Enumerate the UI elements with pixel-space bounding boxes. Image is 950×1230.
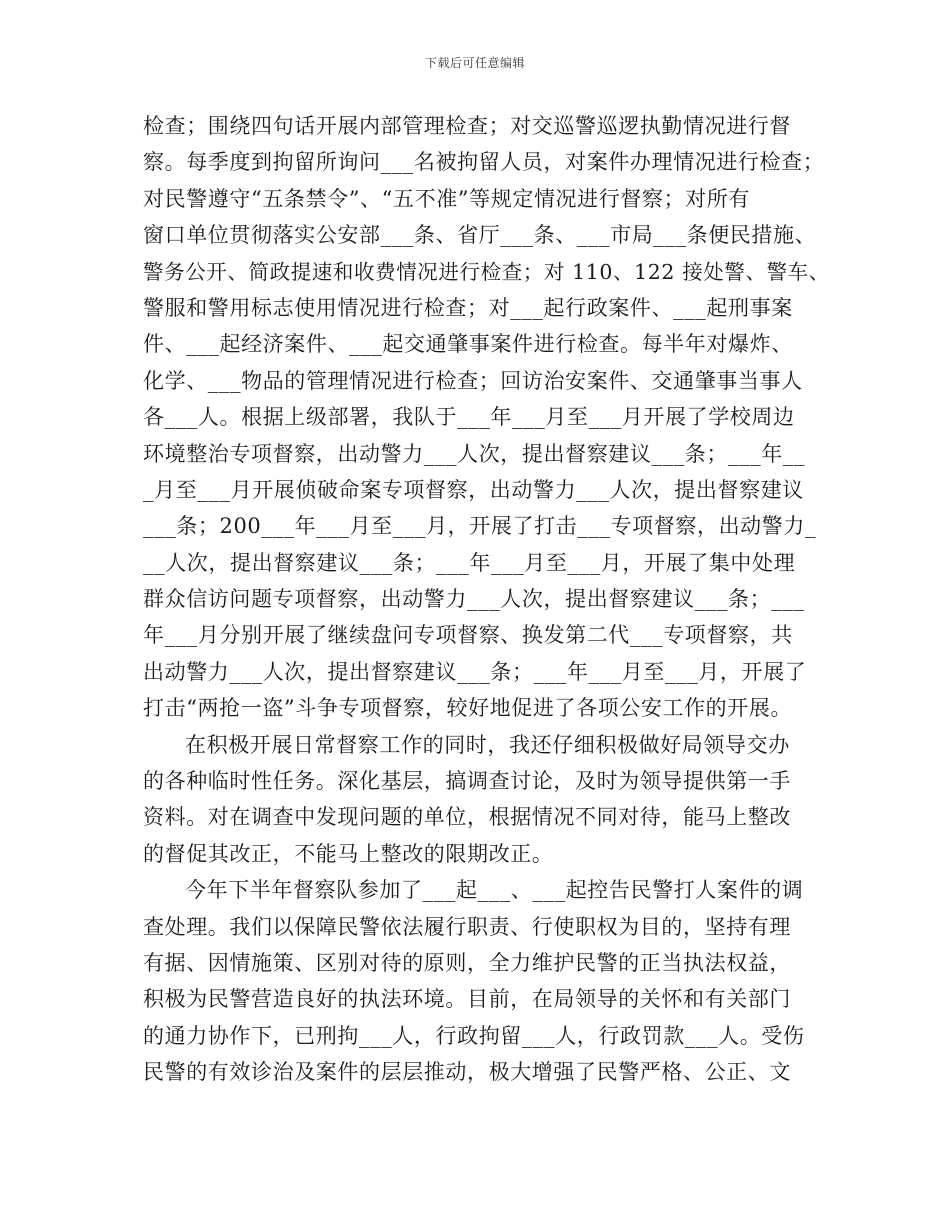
paragraph-3	[143, 872, 823, 1090]
text-line: 在积极开展日常督察工作的同时，我还仔细积极做好局领导交办	[185, 732, 790, 757]
text-line: 民警的有效诊治及案件的层层推动，极大增强了民警严格、公正、文	[143, 1060, 791, 1085]
text-line: 出动警力___人次，提出督察建议___条；___年___月至___月，开展了	[143, 659, 807, 684]
text-line: _月至___月开展侦破命案专项督察，出动警力___人次，提出督察建议	[143, 477, 804, 502]
text-line: 今年下半年督察队参加了___起___、___起控告民警打人案件的调	[185, 878, 804, 903]
text-line: ___条；200___年___月至___月，开展了打击___专项督察，出动警力_	[143, 514, 817, 539]
text-line: 的各种临时性任务。深化基层，搞调查讨论，及时为领导提供第一手	[143, 769, 791, 794]
text-line: 警服和警用标志使用情况进行检查；对___起行政案件、___起刑事案	[143, 295, 793, 320]
text-line: __人次，提出督察建议___条；___年___月至___月，开展了集中处理	[143, 550, 796, 575]
text-line: 化学、___物品的管理情况进行检查；回访治安案件、交通肇事当事人	[143, 368, 803, 393]
text-line: 件、___起经济案件、___起交通肇事案件进行检查。每半年对爆炸、	[143, 332, 793, 357]
document-body	[143, 108, 830, 1091]
text-line: 打击“两抢一盗”斗争专项督察，较好地促进了各项公安工作的开展。	[143, 696, 793, 721]
text-line: 环境整治专项督察，出动警力___人次，提出督察建议___条；___年__	[143, 441, 806, 466]
text-line: 积极为民警营造良好的执法环境。目前，在局领导的关怀和有关部门	[143, 987, 791, 1012]
paragraph-1	[143, 108, 830, 727]
text-line: 窗口单位贯彻落实公安部___条、省厅___条、___市局___条便民措施、	[143, 223, 817, 248]
text-line: 各___人。根据上级部署，我队于___年___月至___月开展了学校周边	[143, 405, 795, 430]
text-line: 对民警遵守“五条禁令”、“五不准”等规定情况进行督察；对所有	[143, 186, 750, 211]
text-line: 查处理。我们以保障民警依法履行职责、行使职权为目的，坚持有理	[143, 914, 791, 939]
text-line: 察。每季度到拘留所询问___名被拘留人员，对案件办理情况进行检查；	[143, 150, 825, 175]
text-line: 的督促其改正，不能马上整改的限期改正。	[143, 841, 554, 866]
text-line: 资料。对在调查中发现问题的单位，根据情况不同对待，能马上整改	[143, 805, 791, 830]
text-line: 警务公开、简政提速和收费情况进行检查；对 110、122 接处警、警车、	[143, 259, 830, 284]
paragraph-2	[143, 727, 823, 873]
text-line: 的通力协作下，已刑拘___人，行政拘留___人，行政罚款___人。受伤	[143, 1023, 805, 1048]
text-line: 群众信访问题专项督察，出动警力___人次，提出督察建议___条；___	[143, 587, 805, 612]
text-line: 检查；围绕四句话开展内部管理检查；对交巡警巡逻执勤情况进行督	[143, 114, 791, 138]
text-line: 有据、因情施策、区别对待的原则，全力维护民警的正当执法权益，	[143, 950, 791, 975]
text-line: 年___月分别开展了继续盘问专项督察、换发第二代___专项督察，共	[143, 623, 793, 648]
page-header: 下载后可任意编辑	[424, 56, 525, 70]
